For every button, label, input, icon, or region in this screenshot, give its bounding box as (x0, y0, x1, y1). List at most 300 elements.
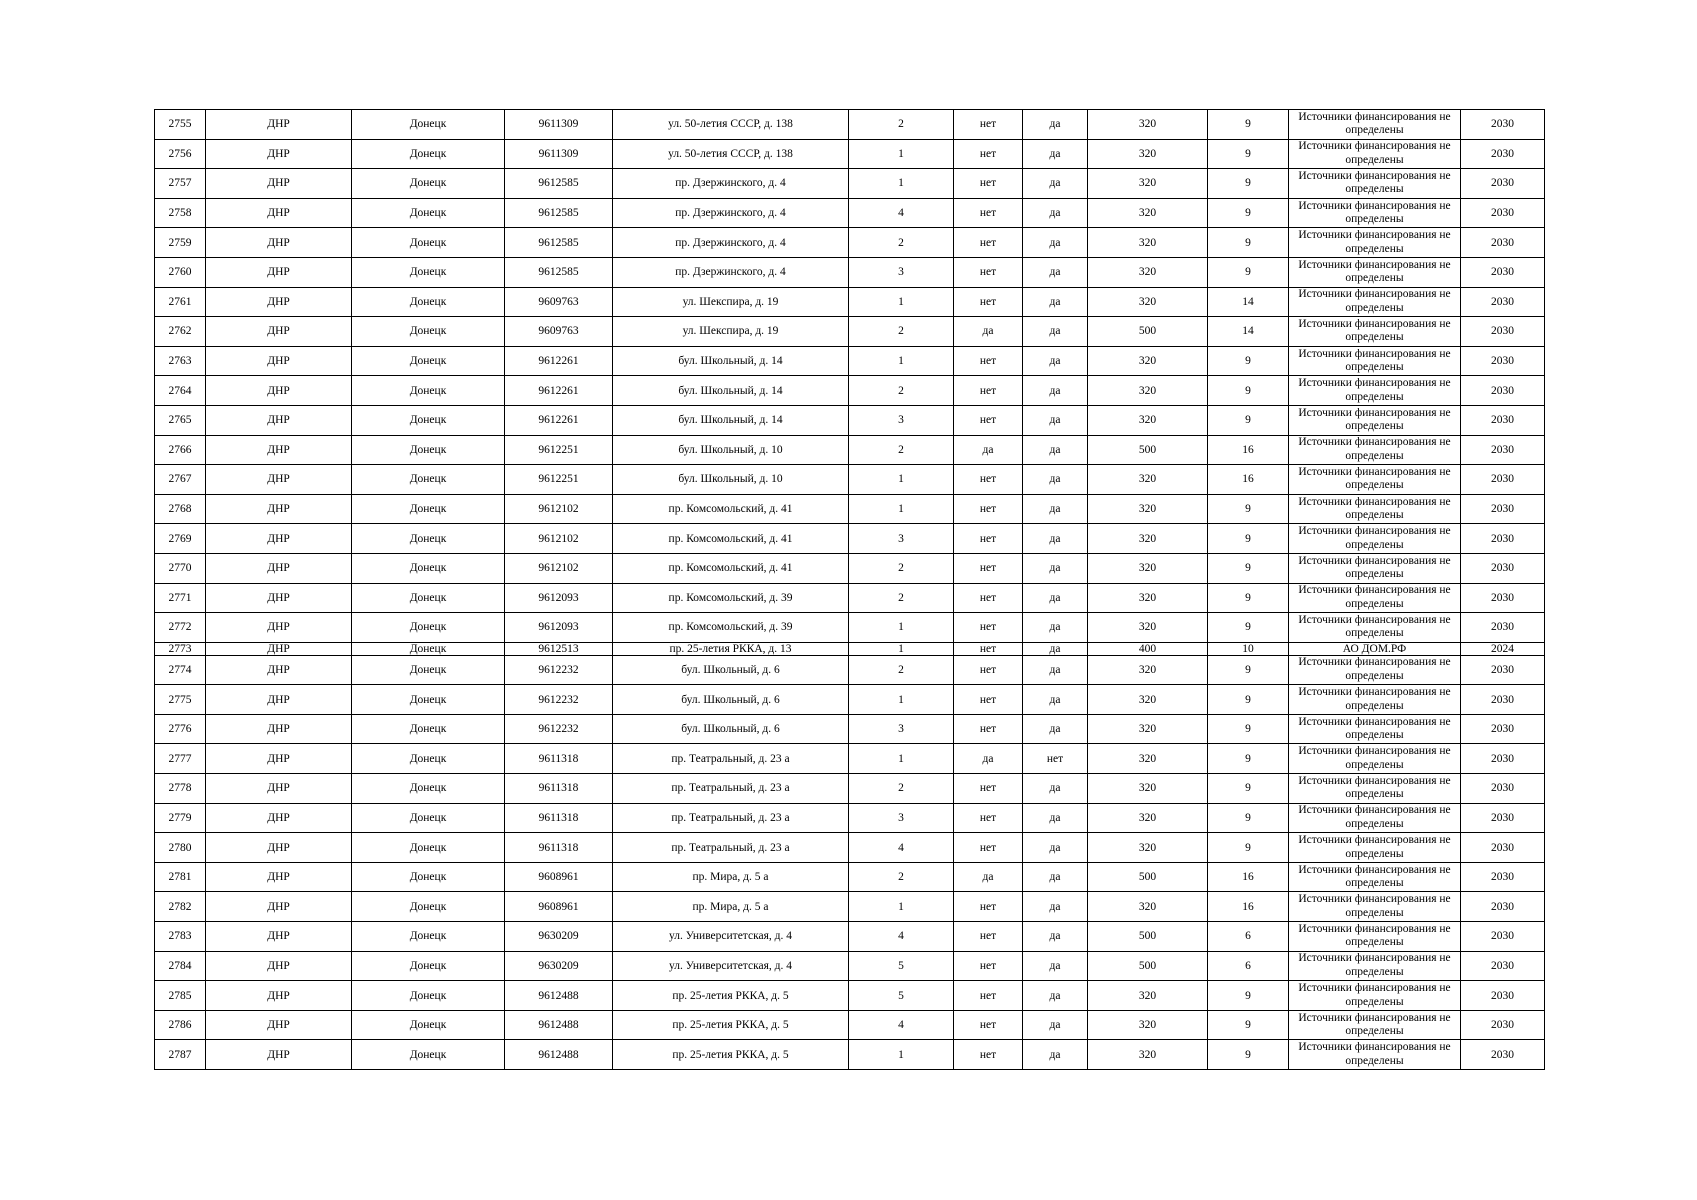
funding-source-cell: Источники финансирования не определены (1289, 583, 1461, 613)
entrance-cell: 2 (849, 583, 954, 613)
entrance-cell: 4 (849, 833, 954, 863)
value-cell-2: 9 (1208, 803, 1289, 833)
row-number-cell: 2770 (155, 553, 206, 583)
address-cell: пр. Дзержинского, д. 4 (613, 257, 849, 287)
table-row (155, 922, 1545, 952)
flag-cell-2: нет (1023, 744, 1088, 774)
value-cell-2: 14 (1208, 287, 1289, 317)
building-code-cell: 9611318 (505, 774, 613, 804)
flag-cell-2: да (1023, 1040, 1088, 1070)
data-table (154, 109, 1545, 1070)
entrance-cell: 1 (849, 287, 954, 317)
value-cell-2: 9 (1208, 774, 1289, 804)
region-cell: ДНР (206, 685, 352, 715)
flag-cell-1: нет (954, 257, 1023, 287)
year-cell: 2030 (1461, 1010, 1545, 1040)
address-cell: бул. Школьный, д. 10 (613, 465, 849, 495)
building-code-cell: 9612261 (505, 376, 613, 406)
value-cell-2: 9 (1208, 169, 1289, 199)
region-cell: ДНР (206, 655, 352, 685)
table-row (155, 139, 1545, 169)
table-row (155, 685, 1545, 715)
row-number-cell: 2779 (155, 803, 206, 833)
flag-cell-2: да (1023, 803, 1088, 833)
city-cell: Донецк (352, 1010, 505, 1040)
row-number-cell: 2781 (155, 862, 206, 892)
flag-cell-2: да (1023, 981, 1088, 1011)
row-number-cell: 2773 (155, 642, 206, 655)
address-cell: ул. Университетская, д. 4 (613, 951, 849, 981)
year-cell: 2030 (1461, 198, 1545, 228)
region-cell: ДНР (206, 317, 352, 347)
city-cell: Донецк (352, 169, 505, 199)
year-cell: 2030 (1461, 287, 1545, 317)
address-cell: пр. 25-летия РККА, д. 5 (613, 1040, 849, 1070)
flag-cell-2: да (1023, 642, 1088, 655)
row-number-cell: 2755 (155, 110, 206, 140)
city-cell: Донецк (352, 465, 505, 495)
building-code-cell: 9611309 (505, 139, 613, 169)
city-cell: Донецк (352, 257, 505, 287)
flag-cell-2: да (1023, 685, 1088, 715)
city-cell: Донецк (352, 862, 505, 892)
row-number-cell: 2775 (155, 685, 206, 715)
entrance-cell: 1 (849, 613, 954, 643)
flag-cell-1: нет (954, 524, 1023, 554)
value-cell-1: 500 (1088, 862, 1208, 892)
building-code-cell: 9612261 (505, 405, 613, 435)
table-row (155, 583, 1545, 613)
entrance-cell: 5 (849, 951, 954, 981)
region-cell: ДНР (206, 1040, 352, 1070)
region-cell: ДНР (206, 583, 352, 613)
address-cell: пр. Комсомольский, д. 39 (613, 613, 849, 643)
address-cell: пр. Комсомольский, д. 41 (613, 524, 849, 554)
flag-cell-1: нет (954, 228, 1023, 258)
value-cell-2: 9 (1208, 655, 1289, 685)
funding-source-cell: Источники финансирования не определены (1289, 317, 1461, 347)
row-number-cell: 2762 (155, 317, 206, 347)
funding-source-cell: Источники финансирования не определены (1289, 228, 1461, 258)
flag-cell-2: да (1023, 655, 1088, 685)
funding-source-cell: Источники финансирования не определены (1289, 833, 1461, 863)
value-cell-2: 16 (1208, 465, 1289, 495)
flag-cell-1: нет (954, 465, 1023, 495)
value-cell-1: 320 (1088, 139, 1208, 169)
table-row (155, 435, 1545, 465)
value-cell-2: 14 (1208, 317, 1289, 347)
entrance-cell: 2 (849, 862, 954, 892)
value-cell-2: 9 (1208, 346, 1289, 376)
table-row (155, 714, 1545, 744)
entrance-cell: 1 (849, 139, 954, 169)
region-cell: ДНР (206, 803, 352, 833)
address-cell: бул. Школьный, д. 6 (613, 655, 849, 685)
funding-source-cell: Источники финансирования не определены (1289, 110, 1461, 140)
building-code-cell: 9608961 (505, 892, 613, 922)
value-cell-2: 9 (1208, 139, 1289, 169)
entrance-cell: 3 (849, 405, 954, 435)
city-cell: Донецк (352, 228, 505, 258)
flag-cell-1: нет (954, 110, 1023, 140)
table-row (155, 553, 1545, 583)
row-number-cell: 2768 (155, 494, 206, 524)
funding-source-cell: Источники финансирования не определены (1289, 494, 1461, 524)
row-number-cell: 2767 (155, 465, 206, 495)
funding-source-cell: Источники финансирования не определены (1289, 376, 1461, 406)
year-cell: 2030 (1461, 774, 1545, 804)
row-number-cell: 2787 (155, 1040, 206, 1070)
flag-cell-1: нет (954, 169, 1023, 199)
region-cell: ДНР (206, 714, 352, 744)
table-row (155, 465, 1545, 495)
row-number-cell: 2761 (155, 287, 206, 317)
city-cell: Донецк (352, 405, 505, 435)
flag-cell-1: нет (954, 981, 1023, 1011)
table-row (155, 774, 1545, 804)
year-cell: 2030 (1461, 685, 1545, 715)
row-number-cell: 2772 (155, 613, 206, 643)
building-code-cell: 9612232 (505, 655, 613, 685)
address-cell: пр. 25-летия РККА, д. 5 (613, 981, 849, 1011)
flag-cell-2: да (1023, 714, 1088, 744)
flag-cell-1: нет (954, 376, 1023, 406)
region-cell: ДНР (206, 110, 352, 140)
value-cell-1: 320 (1088, 110, 1208, 140)
year-cell: 2030 (1461, 139, 1545, 169)
entrance-cell: 5 (849, 981, 954, 1011)
value-cell-1: 320 (1088, 553, 1208, 583)
address-cell: ул. Шекспира, д. 19 (613, 317, 849, 347)
value-cell-1: 320 (1088, 346, 1208, 376)
region-cell: ДНР (206, 405, 352, 435)
value-cell-1: 320 (1088, 405, 1208, 435)
flag-cell-1: нет (954, 714, 1023, 744)
funding-source-cell: АО ДОМ.РФ (1289, 642, 1461, 655)
address-cell: бул. Школьный, д. 6 (613, 714, 849, 744)
region-cell: ДНР (206, 922, 352, 952)
entrance-cell: 2 (849, 317, 954, 347)
funding-source-cell: Источники финансирования не определены (1289, 892, 1461, 922)
value-cell-1: 320 (1088, 583, 1208, 613)
address-cell: пр. Комсомольский, д. 41 (613, 494, 849, 524)
entrance-cell: 2 (849, 553, 954, 583)
flag-cell-1: нет (954, 405, 1023, 435)
value-cell-2: 9 (1208, 981, 1289, 1011)
row-number-cell: 2774 (155, 655, 206, 685)
city-cell: Донецк (352, 139, 505, 169)
year-cell: 2030 (1461, 494, 1545, 524)
building-code-cell: 9630209 (505, 922, 613, 952)
flag-cell-2: да (1023, 169, 1088, 199)
year-cell: 2030 (1461, 110, 1545, 140)
row-number-cell: 2777 (155, 744, 206, 774)
flag-cell-2: да (1023, 892, 1088, 922)
table-row (155, 803, 1545, 833)
table-row (155, 892, 1545, 922)
value-cell-2: 9 (1208, 583, 1289, 613)
building-code-cell: 9612251 (505, 435, 613, 465)
value-cell-2: 9 (1208, 714, 1289, 744)
year-cell: 2030 (1461, 435, 1545, 465)
building-code-cell: 9612093 (505, 583, 613, 613)
row-number-cell: 2763 (155, 346, 206, 376)
flag-cell-2: да (1023, 317, 1088, 347)
building-code-cell: 9612488 (505, 1010, 613, 1040)
flag-cell-1: нет (954, 685, 1023, 715)
entrance-cell: 1 (849, 685, 954, 715)
flag-cell-2: да (1023, 228, 1088, 258)
year-cell: 2030 (1461, 744, 1545, 774)
flag-cell-1: нет (954, 198, 1023, 228)
year-cell: 2030 (1461, 317, 1545, 347)
row-number-cell: 2764 (155, 376, 206, 406)
entrance-cell: 3 (849, 714, 954, 744)
funding-source-cell: Источники финансирования не определены (1289, 287, 1461, 317)
row-number-cell: 2785 (155, 981, 206, 1011)
year-cell: 2030 (1461, 583, 1545, 613)
value-cell-2: 16 (1208, 892, 1289, 922)
address-cell: пр. Театральный, д. 23 а (613, 744, 849, 774)
row-number-cell: 2757 (155, 169, 206, 199)
value-cell-2: 16 (1208, 435, 1289, 465)
value-cell-2: 10 (1208, 642, 1289, 655)
table-body (155, 110, 1545, 1070)
address-cell: пр. 25-летия РККА, д. 5 (613, 1010, 849, 1040)
value-cell-2: 9 (1208, 257, 1289, 287)
address-cell: ул. 50-летия СССР, д. 138 (613, 110, 849, 140)
city-cell: Донецк (352, 922, 505, 952)
building-code-cell: 9612585 (505, 228, 613, 258)
region-cell: ДНР (206, 169, 352, 199)
year-cell: 2030 (1461, 613, 1545, 643)
city-cell: Донецк (352, 642, 505, 655)
flag-cell-2: да (1023, 465, 1088, 495)
entrance-cell: 4 (849, 198, 954, 228)
address-cell: пр. Дзержинского, д. 4 (613, 198, 849, 228)
row-number-cell: 2766 (155, 435, 206, 465)
flag-cell-1: нет (954, 951, 1023, 981)
funding-source-cell: Источники финансирования не определены (1289, 981, 1461, 1011)
flag-cell-1: нет (954, 922, 1023, 952)
table-row (155, 655, 1545, 685)
table-row (155, 198, 1545, 228)
flag-cell-1: нет (954, 346, 1023, 376)
flag-cell-2: да (1023, 1010, 1088, 1040)
flag-cell-2: да (1023, 494, 1088, 524)
entrance-cell: 2 (849, 376, 954, 406)
flag-cell-2: да (1023, 139, 1088, 169)
building-code-cell: 9612585 (505, 169, 613, 199)
table-row (155, 981, 1545, 1011)
city-cell: Донецк (352, 1040, 505, 1070)
flag-cell-1: нет (954, 642, 1023, 655)
table-row (155, 1040, 1545, 1070)
city-cell: Донецк (352, 714, 505, 744)
year-cell: 2030 (1461, 833, 1545, 863)
value-cell-2: 9 (1208, 110, 1289, 140)
funding-source-cell: Источники финансирования не определены (1289, 922, 1461, 952)
row-number-cell: 2783 (155, 922, 206, 952)
address-cell: пр. Дзержинского, д. 4 (613, 228, 849, 258)
row-number-cell: 2778 (155, 774, 206, 804)
value-cell-1: 400 (1088, 642, 1208, 655)
city-cell: Донецк (352, 774, 505, 804)
table-row (155, 317, 1545, 347)
value-cell-1: 320 (1088, 494, 1208, 524)
value-cell-1: 500 (1088, 435, 1208, 465)
address-cell: ул. Университетская, д. 4 (613, 922, 849, 952)
region-cell: ДНР (206, 981, 352, 1011)
city-cell: Донецк (352, 803, 505, 833)
funding-source-cell: Источники финансирования не определены (1289, 951, 1461, 981)
value-cell-2: 9 (1208, 376, 1289, 406)
flag-cell-1: нет (954, 892, 1023, 922)
value-cell-2: 9 (1208, 198, 1289, 228)
flag-cell-2: да (1023, 257, 1088, 287)
year-cell: 2030 (1461, 169, 1545, 199)
building-code-cell: 9612251 (505, 465, 613, 495)
building-code-cell: 9612585 (505, 257, 613, 287)
region-cell: ДНР (206, 774, 352, 804)
value-cell-1: 320 (1088, 376, 1208, 406)
year-cell: 2030 (1461, 228, 1545, 258)
address-cell: пр. Дзержинского, д. 4 (613, 169, 849, 199)
value-cell-1: 320 (1088, 1040, 1208, 1070)
value-cell-1: 320 (1088, 198, 1208, 228)
funding-source-cell: Источники финансирования не определены (1289, 198, 1461, 228)
row-number-cell: 2780 (155, 833, 206, 863)
city-cell: Донецк (352, 553, 505, 583)
address-cell: бул. Школьный, д. 14 (613, 376, 849, 406)
region-cell: ДНР (206, 524, 352, 554)
region-cell: ДНР (206, 1010, 352, 1040)
table-row (155, 346, 1545, 376)
city-cell: Донецк (352, 435, 505, 465)
table-row (155, 524, 1545, 554)
city-cell: Донецк (352, 346, 505, 376)
flag-cell-2: да (1023, 405, 1088, 435)
flag-cell-2: да (1023, 435, 1088, 465)
table-row (155, 494, 1545, 524)
value-cell-1: 320 (1088, 1010, 1208, 1040)
year-cell: 2030 (1461, 376, 1545, 406)
address-cell: бул. Школьный, д. 6 (613, 685, 849, 715)
building-code-cell: 9612585 (505, 198, 613, 228)
flag-cell-1: нет (954, 613, 1023, 643)
year-cell: 2030 (1461, 803, 1545, 833)
value-cell-2: 9 (1208, 613, 1289, 643)
flag-cell-2: да (1023, 922, 1088, 952)
city-cell: Донецк (352, 685, 505, 715)
building-code-cell: 9611318 (505, 744, 613, 774)
value-cell-1: 320 (1088, 685, 1208, 715)
funding-source-cell: Источники финансирования не определены (1289, 774, 1461, 804)
year-cell: 2030 (1461, 892, 1545, 922)
building-code-cell: 9630209 (505, 951, 613, 981)
table-row (155, 862, 1545, 892)
flag-cell-2: да (1023, 287, 1088, 317)
flag-cell-1: нет (954, 553, 1023, 583)
entrance-cell: 3 (849, 524, 954, 554)
value-cell-1: 320 (1088, 613, 1208, 643)
address-cell: пр. 25-летия РККА, д. 13 (613, 642, 849, 655)
row-number-cell: 2784 (155, 951, 206, 981)
value-cell-1: 320 (1088, 981, 1208, 1011)
value-cell-1: 320 (1088, 169, 1208, 199)
value-cell-2: 9 (1208, 744, 1289, 774)
year-cell: 2030 (1461, 862, 1545, 892)
row-number-cell: 2760 (155, 257, 206, 287)
city-cell: Донецк (352, 317, 505, 347)
city-cell: Донецк (352, 655, 505, 685)
value-cell-2: 6 (1208, 951, 1289, 981)
city-cell: Донецк (352, 524, 505, 554)
funding-source-cell: Источники финансирования не определены (1289, 685, 1461, 715)
table-row (155, 228, 1545, 258)
region-cell: ДНР (206, 553, 352, 583)
table-row (155, 405, 1545, 435)
flag-cell-1: да (954, 744, 1023, 774)
region-cell: ДНР (206, 376, 352, 406)
value-cell-2: 9 (1208, 685, 1289, 715)
table-row (155, 169, 1545, 199)
flag-cell-2: да (1023, 524, 1088, 554)
building-code-cell: 9612232 (505, 714, 613, 744)
year-cell: 2030 (1461, 1040, 1545, 1070)
city-cell: Донецк (352, 892, 505, 922)
flag-cell-2: да (1023, 376, 1088, 406)
value-cell-1: 320 (1088, 655, 1208, 685)
address-cell: пр. Мира, д. 5 а (613, 862, 849, 892)
funding-source-cell: Источники финансирования не определены (1289, 553, 1461, 583)
table-row (155, 110, 1545, 140)
funding-source-cell: Источники финансирования не определены (1289, 1010, 1461, 1040)
city-cell: Донецк (352, 198, 505, 228)
address-cell: бул. Школьный, д. 14 (613, 405, 849, 435)
value-cell-1: 320 (1088, 803, 1208, 833)
value-cell-2: 9 (1208, 833, 1289, 863)
building-code-cell: 9612513 (505, 642, 613, 655)
building-code-cell: 9612093 (505, 613, 613, 643)
year-cell: 2030 (1461, 714, 1545, 744)
value-cell-2: 16 (1208, 862, 1289, 892)
value-cell-1: 320 (1088, 714, 1208, 744)
building-code-cell: 9612232 (505, 685, 613, 715)
building-code-cell: 9612102 (505, 494, 613, 524)
entrance-cell: 3 (849, 803, 954, 833)
table-row (155, 833, 1545, 863)
entrance-cell: 1 (849, 892, 954, 922)
address-cell: пр. Комсомольский, д. 41 (613, 553, 849, 583)
entrance-cell: 1 (849, 744, 954, 774)
building-code-cell: 9611318 (505, 833, 613, 863)
funding-source-cell: Источники финансирования не определены (1289, 744, 1461, 774)
address-cell: пр. Мира, д. 5 а (613, 892, 849, 922)
entrance-cell: 4 (849, 922, 954, 952)
value-cell-1: 320 (1088, 833, 1208, 863)
funding-source-cell: Источники финансирования не определены (1289, 613, 1461, 643)
value-cell-2: 9 (1208, 524, 1289, 554)
flag-cell-2: да (1023, 774, 1088, 804)
table-row (155, 744, 1545, 774)
flag-cell-1: нет (954, 833, 1023, 863)
building-code-cell: 9612488 (505, 1040, 613, 1070)
value-cell-1: 320 (1088, 744, 1208, 774)
region-cell: ДНР (206, 346, 352, 376)
region-cell: ДНР (206, 257, 352, 287)
city-cell: Донецк (352, 287, 505, 317)
